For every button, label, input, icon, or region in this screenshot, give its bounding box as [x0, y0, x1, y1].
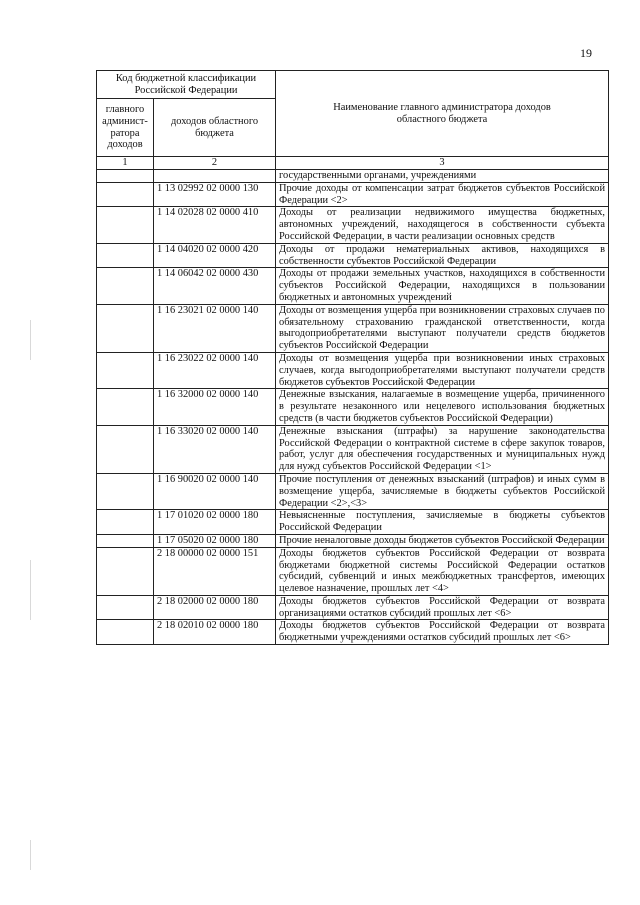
scan-mark [30, 320, 31, 360]
table-row [97, 620, 609, 645]
name-cell: Доходы от возмещения ущерба при возникновении страховых случаев по обязательному страхованию гражданской ответственности, когда выгодоприобретателями выступают получатели средств бюджетов субъектов Российской Федерации [276, 304, 609, 352]
table-body [97, 170, 609, 645]
admin-cell [97, 534, 154, 547]
code-cell: 1 14 04020 02 0000 420 [154, 243, 276, 268]
table-row [97, 534, 609, 547]
code-cell: 1 16 23021 02 0000 140 [154, 304, 276, 352]
name-cell: Денежные взыскания (штрафы) за нарушение законодательства Российской Федерации о контрактной системе в сфере закупок товаров, работ, услуг для обеспечения государственных и муниципальных нужд для нужд субъектов Российской Федерации <1> [276, 425, 609, 473]
name-cell: Прочие доходы от компенсации затрат бюджетов субъектов Российской Федерации <2> [276, 182, 609, 207]
scan-mark [30, 840, 31, 870]
name-cell: Денежные взыскания, налагаемые в возмещение ущерба, причиненного в результате незаконного или нецелевого использования бюджетных средств (в части бюджетов субъектов Российской Федерации) [276, 389, 609, 425]
name-cell: Доходы от реализации недвижимого имущества бюджетных, автономных учреждений, находящегося в собственности субъекта Российской Федерации, в части реализации основных средств [276, 207, 609, 243]
code-cell: 2 18 00000 02 0000 151 [154, 547, 276, 595]
page-number: 19 [580, 46, 592, 60]
admin-column-header: главного админист-ратора доходов [97, 99, 154, 157]
code-cell: 1 16 32000 02 0000 140 [154, 389, 276, 425]
code-cell: 1 16 90020 02 0000 140 [154, 473, 276, 509]
admin-cell [97, 304, 154, 352]
admin-cell [97, 182, 154, 207]
code-cell: 1 17 01020 02 0000 180 [154, 510, 276, 535]
admin-cell [97, 620, 154, 645]
name-cell: Доходы от возмещения ущерба при возникновении иных страховых случаев, когда выгодоприобретателями выступают получатели средств бюджетов субъектов Российской Федерации [276, 352, 609, 388]
revenue-column-header: доходов областного бюджета [154, 99, 276, 157]
name-column-header: Наименование главного администратора доходов областного бюджета [276, 71, 609, 157]
name-cell: Невыясненные поступления, зачисляемые в бюджеты субъектов Российской Федерации [276, 510, 609, 535]
code-cell: 1 14 06042 02 0000 430 [154, 268, 276, 304]
name-cell: Доходы бюджетов субъектов Российской Федерации от возврата бюджетными учреждениями остатков субсидий прошлых лет <6> [276, 620, 609, 645]
admin-cell [97, 243, 154, 268]
table-row [97, 425, 609, 473]
admin-cell [97, 473, 154, 509]
kbk-group-header: Код бюджетной классификации Российской Федерации [97, 71, 276, 99]
admin-cell [97, 595, 154, 620]
name-cell: Прочие неналоговые доходы бюджетов субъектов Российской Федерации [276, 534, 609, 547]
code-cell: 2 18 02010 02 0000 180 [154, 620, 276, 645]
column-number: 3 [276, 157, 609, 170]
table-row [97, 473, 609, 509]
scan-mark [30, 560, 31, 620]
admin-cell [97, 352, 154, 388]
code-cell: 1 16 23022 02 0000 140 [154, 352, 276, 388]
table-row [97, 352, 609, 388]
column-number: 1 [97, 157, 154, 170]
table-row [97, 207, 609, 243]
admin-cell [97, 268, 154, 304]
admin-cell [97, 207, 154, 243]
table-row [97, 595, 609, 620]
admin-cell [97, 425, 154, 473]
code-cell: 2 18 02000 02 0000 180 [154, 595, 276, 620]
code-cell: 1 17 05020 02 0000 180 [154, 534, 276, 547]
code-cell: 1 16 33020 02 0000 140 [154, 425, 276, 473]
table-row [97, 389, 609, 425]
table-row [97, 304, 609, 352]
name-cell: Доходы от продажи нематериальных активов, находящихся в собственности субъектов Российской Федерации [276, 243, 609, 268]
table-row [97, 268, 609, 304]
table-row [97, 170, 609, 183]
name-cell: Доходы бюджетов субъектов Российской Федерации от возврата организациями остатков субсидий прошлых лет <6> [276, 595, 609, 620]
code-cell: 1 13 02992 02 0000 130 [154, 182, 276, 207]
code-cell: 1 14 02028 02 0000 410 [154, 207, 276, 243]
table-row [97, 510, 609, 535]
budget-revenue-table [96, 70, 609, 645]
admin-cell [97, 510, 154, 535]
admin-cell [97, 389, 154, 425]
admin-cell [97, 547, 154, 595]
name-cell: Доходы бюджетов субъектов Российской Федерации от возврата бюджетами бюджетной системы Российской Федерации остатков субсидий, субвенций и иных межбюджетных трансфертов, имеющих целевое назначение, прошлых лет <4> [276, 547, 609, 595]
code-cell [154, 170, 276, 183]
table-row [97, 182, 609, 207]
table-row [97, 243, 609, 268]
column-number: 2 [154, 157, 276, 170]
table-row [97, 547, 609, 595]
name-cell: Доходы от продажи земельных участков, находящихся в собственности субъектов Российской Федерации, находящихся в пользовании бюджетных и автономных учреждений [276, 268, 609, 304]
name-cell: Прочие поступления от денежных взысканий (штрафов) и иных сумм в возмещение ущерба, зачисляемые в бюджеты субъектов Российской Федерации <2>,<3> [276, 473, 609, 509]
name-cell: государственными органами, учреждениями [276, 170, 609, 183]
admin-cell [97, 170, 154, 183]
